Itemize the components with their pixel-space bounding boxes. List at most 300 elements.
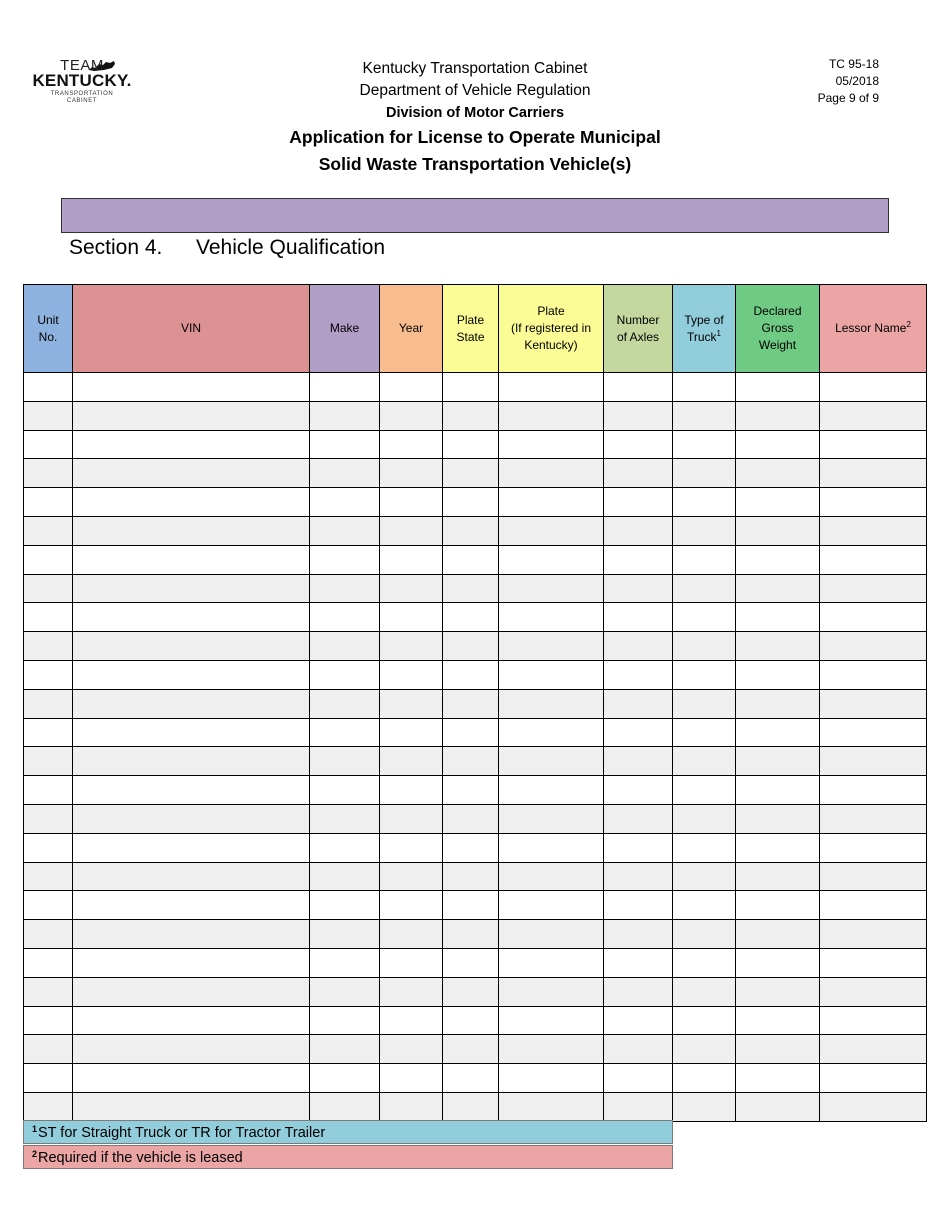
cell-plate-state[interactable]	[443, 373, 499, 402]
cell-year[interactable]	[380, 776, 443, 805]
cell-truck-type[interactable]	[673, 1006, 736, 1035]
table-row	[24, 1006, 927, 1035]
cell-axles[interactable]	[604, 373, 673, 402]
cell-plate[interactable]	[499, 977, 604, 1006]
cell-vin[interactable]	[73, 516, 310, 545]
cell-vin[interactable]	[73, 776, 310, 805]
cell-lessor-name[interactable]	[820, 373, 927, 402]
cell-truck-type[interactable]	[673, 574, 736, 603]
cell-make[interactable]	[310, 948, 380, 977]
cell-plate[interactable]	[499, 459, 604, 488]
cell-plate[interactable]	[499, 516, 604, 545]
cell-year[interactable]	[380, 545, 443, 574]
cell-axles[interactable]	[604, 718, 673, 747]
cell-lessor-name[interactable]	[820, 430, 927, 459]
cell-gross-weight[interactable]	[736, 459, 820, 488]
cell-truck-type[interactable]	[673, 862, 736, 891]
cell-axles[interactable]	[604, 1006, 673, 1035]
cell-plate[interactable]	[499, 891, 604, 920]
cell-year[interactable]	[380, 401, 443, 430]
cell-year[interactable]	[380, 1092, 443, 1121]
cell-unit-no[interactable]	[24, 488, 73, 517]
cell-plate-state[interactable]	[443, 718, 499, 747]
cell-vin[interactable]	[73, 1064, 310, 1093]
cell-lessor-name[interactable]	[820, 632, 927, 661]
cell-make[interactable]	[310, 1006, 380, 1035]
cell-axles[interactable]	[604, 747, 673, 776]
cell-make[interactable]	[310, 920, 380, 949]
cell-make[interactable]	[310, 862, 380, 891]
section-banner	[61, 198, 889, 233]
cell-vin[interactable]	[73, 747, 310, 776]
form-title-line-1: Application for License to Operate Municipal	[289, 127, 661, 147]
cell-lessor-name[interactable]	[820, 977, 927, 1006]
cell-gross-weight[interactable]	[736, 689, 820, 718]
cell-plate-state[interactable]	[443, 660, 499, 689]
cell-axles[interactable]	[604, 632, 673, 661]
cell-make[interactable]	[310, 718, 380, 747]
cell-truck-type[interactable]	[673, 920, 736, 949]
cell-plate[interactable]	[499, 920, 604, 949]
cell-plate-state[interactable]	[443, 459, 499, 488]
cell-lessor-name[interactable]	[820, 1064, 927, 1093]
cell-lessor-name[interactable]	[820, 920, 927, 949]
cell-make[interactable]	[310, 574, 380, 603]
cell-plate[interactable]	[499, 747, 604, 776]
cell-truck-type[interactable]	[673, 689, 736, 718]
cell-gross-weight[interactable]	[736, 1035, 820, 1064]
cell-lessor-name[interactable]	[820, 459, 927, 488]
cell-plate-state[interactable]	[443, 1035, 499, 1064]
cell-gross-weight[interactable]	[736, 430, 820, 459]
cell-plate-state[interactable]	[443, 574, 499, 603]
cell-axles[interactable]	[604, 920, 673, 949]
cell-truck-type[interactable]	[673, 833, 736, 862]
table-row	[24, 948, 927, 977]
cell-plate-state[interactable]	[443, 747, 499, 776]
cell-axles[interactable]	[604, 689, 673, 718]
cell-make[interactable]	[310, 660, 380, 689]
cell-axles[interactable]	[604, 545, 673, 574]
cell-plate[interactable]	[499, 862, 604, 891]
cell-truck-type[interactable]	[673, 1092, 736, 1121]
cell-unit-no[interactable]	[24, 833, 73, 862]
cell-make[interactable]	[310, 430, 380, 459]
cell-make[interactable]	[310, 1092, 380, 1121]
cell-truck-type[interactable]	[673, 948, 736, 977]
cell-year[interactable]	[380, 373, 443, 402]
cell-make[interactable]	[310, 977, 380, 1006]
cell-truck-type[interactable]	[673, 977, 736, 1006]
cell-vin[interactable]	[73, 430, 310, 459]
cell-plate-state[interactable]	[443, 862, 499, 891]
cell-plate[interactable]	[499, 1035, 604, 1064]
cell-lessor-name[interactable]	[820, 401, 927, 430]
table-row	[24, 516, 927, 545]
cell-truck-type[interactable]	[673, 1064, 736, 1093]
cell-vin[interactable]	[73, 574, 310, 603]
page-header	[0, 58, 950, 178]
cell-unit-no[interactable]	[24, 430, 73, 459]
col-unit-no: Unit No.	[24, 285, 73, 373]
cell-lessor-name[interactable]	[820, 574, 927, 603]
cell-lessor-name[interactable]	[820, 948, 927, 977]
cell-year[interactable]	[380, 1064, 443, 1093]
page-number: Page 9 of 9	[817, 91, 879, 105]
cell-vin[interactable]	[73, 603, 310, 632]
cell-plate-state[interactable]	[443, 689, 499, 718]
division-name: Division of Motor Carriers	[385, 105, 565, 121]
cell-axles[interactable]	[604, 862, 673, 891]
cell-axles[interactable]	[604, 516, 673, 545]
cell-plate[interactable]	[499, 689, 604, 718]
cell-unit-no[interactable]	[24, 689, 73, 718]
cell-gross-weight[interactable]	[736, 862, 820, 891]
cell-year[interactable]	[380, 977, 443, 1006]
cell-year[interactable]	[380, 632, 443, 661]
cell-plate-state[interactable]	[443, 1092, 499, 1121]
cell-unit-no[interactable]	[24, 776, 73, 805]
cell-axles[interactable]	[604, 488, 673, 517]
cell-unit-no[interactable]	[24, 1006, 73, 1035]
table-row	[24, 430, 927, 459]
cell-lessor-name[interactable]	[820, 488, 927, 517]
cell-plate[interactable]	[499, 804, 604, 833]
table-row	[24, 689, 927, 718]
cell-unit-no[interactable]	[24, 804, 73, 833]
cell-plate-state[interactable]	[443, 977, 499, 1006]
table-row	[24, 920, 927, 949]
cell-gross-weight[interactable]	[736, 574, 820, 603]
cell-plate-state[interactable]	[443, 516, 499, 545]
cell-plate-state[interactable]	[443, 920, 499, 949]
cell-vin[interactable]	[73, 804, 310, 833]
cell-vin[interactable]	[73, 862, 310, 891]
cell-year[interactable]	[380, 862, 443, 891]
cell-make[interactable]	[310, 1064, 380, 1093]
cell-plate[interactable]	[499, 373, 604, 402]
col-type-of-truck: Type of Truck$^1$	[673, 285, 736, 373]
cell-unit-no[interactable]	[24, 459, 73, 488]
cell-axles[interactable]	[604, 948, 673, 977]
table-row	[24, 747, 927, 776]
cell-plate[interactable]	[499, 574, 604, 603]
table-row	[24, 632, 927, 661]
cell-make[interactable]	[310, 545, 380, 574]
cell-unit-no[interactable]	[24, 516, 73, 545]
cell-vin[interactable]	[73, 891, 310, 920]
cell-gross-weight[interactable]	[736, 776, 820, 805]
cell-axles[interactable]	[604, 1064, 673, 1093]
cell-plate[interactable]	[499, 948, 604, 977]
cell-vin[interactable]	[73, 689, 310, 718]
cell-make[interactable]	[310, 689, 380, 718]
section-title	[69, 234, 385, 262]
cell-unit-no[interactable]	[24, 747, 73, 776]
cell-make[interactable]	[310, 747, 380, 776]
cell-year[interactable]	[380, 747, 443, 776]
cell-truck-type[interactable]	[673, 401, 736, 430]
cell-make[interactable]	[310, 804, 380, 833]
cell-lessor-name[interactable]	[820, 603, 927, 632]
cell-lessor-name[interactable]	[820, 516, 927, 545]
cell-lessor-name[interactable]	[820, 718, 927, 747]
cell-plate-state[interactable]	[443, 430, 499, 459]
cell-vin[interactable]	[73, 718, 310, 747]
cell-gross-weight[interactable]	[736, 804, 820, 833]
cell-gross-weight[interactable]	[736, 1092, 820, 1121]
cell-year[interactable]	[380, 833, 443, 862]
table-row	[24, 833, 927, 862]
cell-axles[interactable]	[604, 430, 673, 459]
cell-gross-weight[interactable]	[736, 516, 820, 545]
cell-plate-state[interactable]	[443, 804, 499, 833]
cell-make[interactable]	[310, 1035, 380, 1064]
cell-year[interactable]	[380, 891, 443, 920]
cell-plate[interactable]	[499, 430, 604, 459]
cell-plate-state[interactable]	[443, 603, 499, 632]
cell-unit-no[interactable]	[24, 545, 73, 574]
cell-gross-weight[interactable]	[736, 891, 820, 920]
cell-unit-no[interactable]	[24, 632, 73, 661]
cell-axles[interactable]	[604, 804, 673, 833]
cell-vin[interactable]	[73, 1035, 310, 1064]
table-row	[24, 459, 927, 488]
cell-unit-no[interactable]	[24, 948, 73, 977]
cell-plate[interactable]	[499, 1006, 604, 1035]
cell-unit-no[interactable]	[24, 603, 73, 632]
cell-truck-type[interactable]	[673, 459, 736, 488]
cell-plate[interactable]	[499, 632, 604, 661]
cell-plate-state[interactable]	[443, 545, 499, 574]
cell-vin[interactable]	[73, 1006, 310, 1035]
cell-gross-weight[interactable]	[736, 977, 820, 1006]
cell-year[interactable]	[380, 689, 443, 718]
cell-make[interactable]	[310, 603, 380, 632]
cell-gross-weight[interactable]	[736, 920, 820, 949]
col-plate: Plate (If registered in Kentucky)	[499, 285, 604, 373]
cell-unit-no[interactable]	[24, 862, 73, 891]
cell-gross-weight[interactable]	[736, 718, 820, 747]
cell-plate[interactable]	[499, 1092, 604, 1121]
table-row	[24, 977, 927, 1006]
cell-unit-no[interactable]	[24, 660, 73, 689]
cell-unit-no[interactable]	[24, 977, 73, 1006]
cell-unit-no[interactable]	[24, 891, 73, 920]
cell-plate[interactable]	[499, 776, 604, 805]
cell-axles[interactable]	[604, 776, 673, 805]
cell-plate[interactable]	[499, 833, 604, 862]
cell-axles[interactable]	[604, 1092, 673, 1121]
cell-year[interactable]	[380, 516, 443, 545]
cell-vin[interactable]	[73, 401, 310, 430]
cell-truck-type[interactable]	[673, 718, 736, 747]
logo-subtitle-1: TRANSPORTATION	[50, 91, 114, 97]
cell-plate-state[interactable]	[443, 1006, 499, 1035]
cell-year[interactable]	[380, 948, 443, 977]
cell-gross-weight[interactable]	[736, 632, 820, 661]
cell-truck-type[interactable]	[673, 632, 736, 661]
cell-truck-type[interactable]	[673, 516, 736, 545]
cell-year[interactable]	[380, 574, 443, 603]
cell-gross-weight[interactable]	[736, 747, 820, 776]
cell-make[interactable]	[310, 516, 380, 545]
col-make: Make	[310, 285, 380, 373]
cell-gross-weight[interactable]	[736, 488, 820, 517]
cell-year[interactable]	[380, 920, 443, 949]
cell-vin[interactable]	[73, 920, 310, 949]
cell-lessor-name[interactable]	[820, 545, 927, 574]
cell-truck-type[interactable]	[673, 603, 736, 632]
cell-axles[interactable]	[604, 660, 673, 689]
cell-truck-type[interactable]	[673, 776, 736, 805]
cell-gross-weight[interactable]	[736, 373, 820, 402]
cell-unit-no[interactable]	[24, 920, 73, 949]
cell-vin[interactable]	[73, 488, 310, 517]
cell-make[interactable]	[310, 488, 380, 517]
cell-plate-state[interactable]	[443, 1064, 499, 1093]
cell-vin[interactable]	[73, 1092, 310, 1121]
cell-year[interactable]	[380, 603, 443, 632]
cell-year[interactable]	[380, 430, 443, 459]
cell-plate[interactable]	[499, 401, 604, 430]
cell-vin[interactable]	[73, 632, 310, 661]
cell-unit-no[interactable]	[24, 718, 73, 747]
cell-lessor-name[interactable]	[820, 833, 927, 862]
cell-make[interactable]	[310, 891, 380, 920]
cell-lessor-name[interactable]	[820, 1006, 927, 1035]
cell-unit-no[interactable]	[24, 1035, 73, 1064]
cell-vin[interactable]	[73, 660, 310, 689]
cell-plate[interactable]	[499, 545, 604, 574]
cell-plate[interactable]	[499, 488, 604, 517]
cell-make[interactable]	[310, 373, 380, 402]
col-vin: VIN	[73, 285, 310, 373]
cell-plate[interactable]	[499, 660, 604, 689]
cell-make[interactable]	[310, 632, 380, 661]
cell-axles[interactable]	[604, 833, 673, 862]
cell-plate-state[interactable]	[443, 948, 499, 977]
cell-gross-weight[interactable]	[736, 603, 820, 632]
cell-plate-state[interactable]	[443, 632, 499, 661]
cell-plate-state[interactable]	[443, 776, 499, 805]
cell-lessor-name[interactable]	[820, 747, 927, 776]
cell-year[interactable]	[380, 718, 443, 747]
cell-axles[interactable]	[604, 977, 673, 1006]
cell-vin[interactable]	[73, 833, 310, 862]
cell-plate-state[interactable]	[443, 401, 499, 430]
cell-lessor-name[interactable]	[820, 660, 927, 689]
cell-truck-type[interactable]	[673, 430, 736, 459]
cell-truck-type[interactable]	[673, 373, 736, 402]
cell-year[interactable]	[380, 1006, 443, 1035]
cell-unit-no[interactable]	[24, 373, 73, 402]
cell-gross-weight[interactable]	[736, 660, 820, 689]
cell-axles[interactable]	[604, 574, 673, 603]
logo-subtitle-2: CABINET	[66, 98, 98, 104]
cell-truck-type[interactable]	[673, 545, 736, 574]
cell-make[interactable]	[310, 459, 380, 488]
table-row	[24, 373, 927, 402]
cell-year[interactable]	[380, 459, 443, 488]
col-plate-state: Plate State	[443, 285, 499, 373]
table-row	[24, 1092, 927, 1121]
table-row	[24, 804, 927, 833]
cell-unit-no[interactable]	[24, 574, 73, 603]
cell-plate[interactable]	[499, 718, 604, 747]
cell-year[interactable]	[380, 804, 443, 833]
cell-lessor-name[interactable]	[820, 689, 927, 718]
cell-year[interactable]	[380, 488, 443, 517]
cell-gross-weight[interactable]	[736, 1064, 820, 1093]
cell-gross-weight[interactable]	[736, 1006, 820, 1035]
cell-plate[interactable]	[499, 603, 604, 632]
cell-gross-weight[interactable]	[736, 545, 820, 574]
cell-axles[interactable]	[604, 891, 673, 920]
cell-axles[interactable]	[604, 603, 673, 632]
form-title-line-2: Solid Waste Transportation Vehicle(s)	[318, 154, 632, 174]
cell-gross-weight[interactable]	[736, 401, 820, 430]
cell-vin[interactable]	[73, 977, 310, 1006]
cell-year[interactable]	[380, 660, 443, 689]
table-row	[24, 545, 927, 574]
cell-vin[interactable]	[73, 373, 310, 402]
cell-truck-type[interactable]	[673, 747, 736, 776]
cell-plate-state[interactable]	[443, 891, 499, 920]
cell-year[interactable]	[380, 1035, 443, 1064]
cell-lessor-name[interactable]	[820, 804, 927, 833]
table-row	[24, 1064, 927, 1093]
col-declared-gross-weight: Declared Gross Weight	[736, 285, 820, 373]
table-row	[24, 603, 927, 632]
cell-lessor-name[interactable]	[820, 862, 927, 891]
cell-lessor-name[interactable]	[820, 891, 927, 920]
cell-truck-type[interactable]	[673, 660, 736, 689]
cell-gross-weight[interactable]	[736, 948, 820, 977]
cell-truck-type[interactable]	[673, 488, 736, 517]
table-row	[24, 776, 927, 805]
vehicle-table	[23, 284, 927, 1122]
table-row	[24, 574, 927, 603]
cell-plate-state[interactable]	[443, 833, 499, 862]
cell-truck-type[interactable]	[673, 891, 736, 920]
cell-vin[interactable]	[73, 459, 310, 488]
cell-axles[interactable]	[604, 1035, 673, 1064]
cell-gross-weight[interactable]	[736, 833, 820, 862]
cell-axles[interactable]	[604, 401, 673, 430]
agency-name: Kentucky Transportation Cabinet	[362, 60, 588, 77]
cell-vin[interactable]	[73, 948, 310, 977]
cell-make[interactable]	[310, 833, 380, 862]
table-row	[24, 488, 927, 517]
cell-vin[interactable]	[73, 545, 310, 574]
cell-unit-no[interactable]	[24, 1092, 73, 1121]
cell-make[interactable]	[310, 776, 380, 805]
cell-plate[interactable]	[499, 1064, 604, 1093]
cell-unit-no[interactable]	[24, 401, 73, 430]
cell-truck-type[interactable]	[673, 1035, 736, 1064]
footnote-truck-type: $^1$ST for Straight Truck or TR for Tractor Trailer	[23, 1120, 673, 1144]
cell-axles[interactable]	[604, 459, 673, 488]
cell-truck-type[interactable]	[673, 804, 736, 833]
cell-lessor-name[interactable]	[820, 1092, 927, 1121]
cell-plate-state[interactable]	[443, 488, 499, 517]
cell-lessor-name[interactable]	[820, 1035, 927, 1064]
cell-lessor-name[interactable]	[820, 776, 927, 805]
col-lessor-name: Lessor Name$^2$	[820, 285, 927, 373]
cell-make[interactable]	[310, 401, 380, 430]
cell-unit-no[interactable]	[24, 1064, 73, 1093]
